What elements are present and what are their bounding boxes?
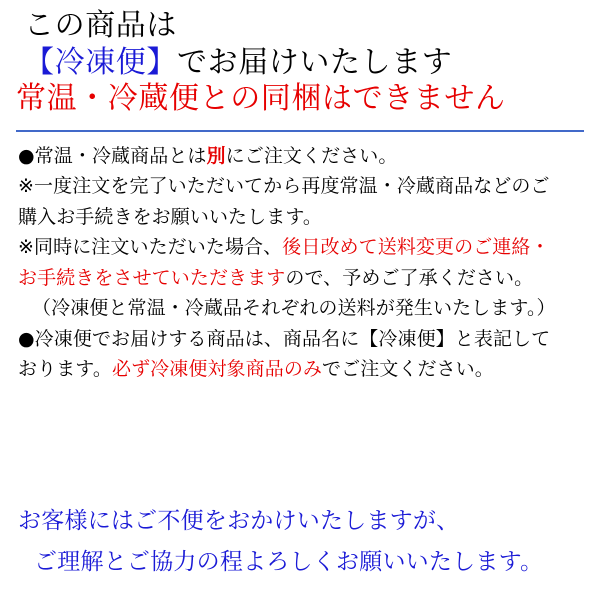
headline-line-2-suffix: でお届けいたします xyxy=(177,44,453,80)
body-paragraph-7: ●冷凍便でお届けする商品は、商品名に【冷凍便】と表記して xyxy=(18,327,551,350)
headline-line-3: 常温・冷蔵便との同梱はできません xyxy=(16,81,506,117)
body-paragraph-6: （冷凍便と常温・冷蔵品それぞれの送料が発生いたします。） xyxy=(32,297,556,320)
body-block xyxy=(14,142,586,384)
body-p8-emphasis: 必ず冷凍便対象商品のみ xyxy=(111,358,323,381)
body-paragraph-5 xyxy=(18,264,582,293)
body-p8-c: でご注文ください。 xyxy=(322,358,494,381)
body-p1-emphasis: 別 xyxy=(206,144,226,167)
body-p4-a: ※同時に注文いただいた場合、 xyxy=(18,236,283,259)
body-paragraph-1 xyxy=(18,142,582,171)
body-p1-c: にご注文ください。 xyxy=(225,144,398,167)
divider-top xyxy=(16,130,584,132)
footer-line-1: お客様にはご不便をおかけいたしますが、 xyxy=(18,507,460,534)
body-p5-emphasis: お手続きをさせていただきます xyxy=(18,266,286,289)
headline-block xyxy=(14,0,586,118)
headline-line-2 xyxy=(14,45,586,82)
body-p5-b: ので、予めご了承ください。 xyxy=(285,266,534,289)
body-paragraph-3: 購入お手続きをお願いいたします。 xyxy=(18,205,323,228)
footer-line-2: ご理解とご協力の程よろしくお願いいたします。 xyxy=(34,548,544,575)
body-p1-a: ●常温・冷蔵商品とは xyxy=(18,144,207,167)
footer-block xyxy=(18,506,582,578)
frozen-delivery-label: 【冷凍便】 xyxy=(24,44,177,80)
body-p4-emphasis: 後日改めて送料変更のご連絡・ xyxy=(282,236,550,259)
headline-line-1: この商品は xyxy=(24,8,177,43)
body-p8-a: おります。 xyxy=(18,358,112,381)
body-paragraph-4 xyxy=(18,233,582,262)
body-paragraph-2: ※一度注文を完了いただいてから再度常温・冷蔵商品などのご xyxy=(18,175,550,198)
body-paragraph-8 xyxy=(18,355,582,384)
